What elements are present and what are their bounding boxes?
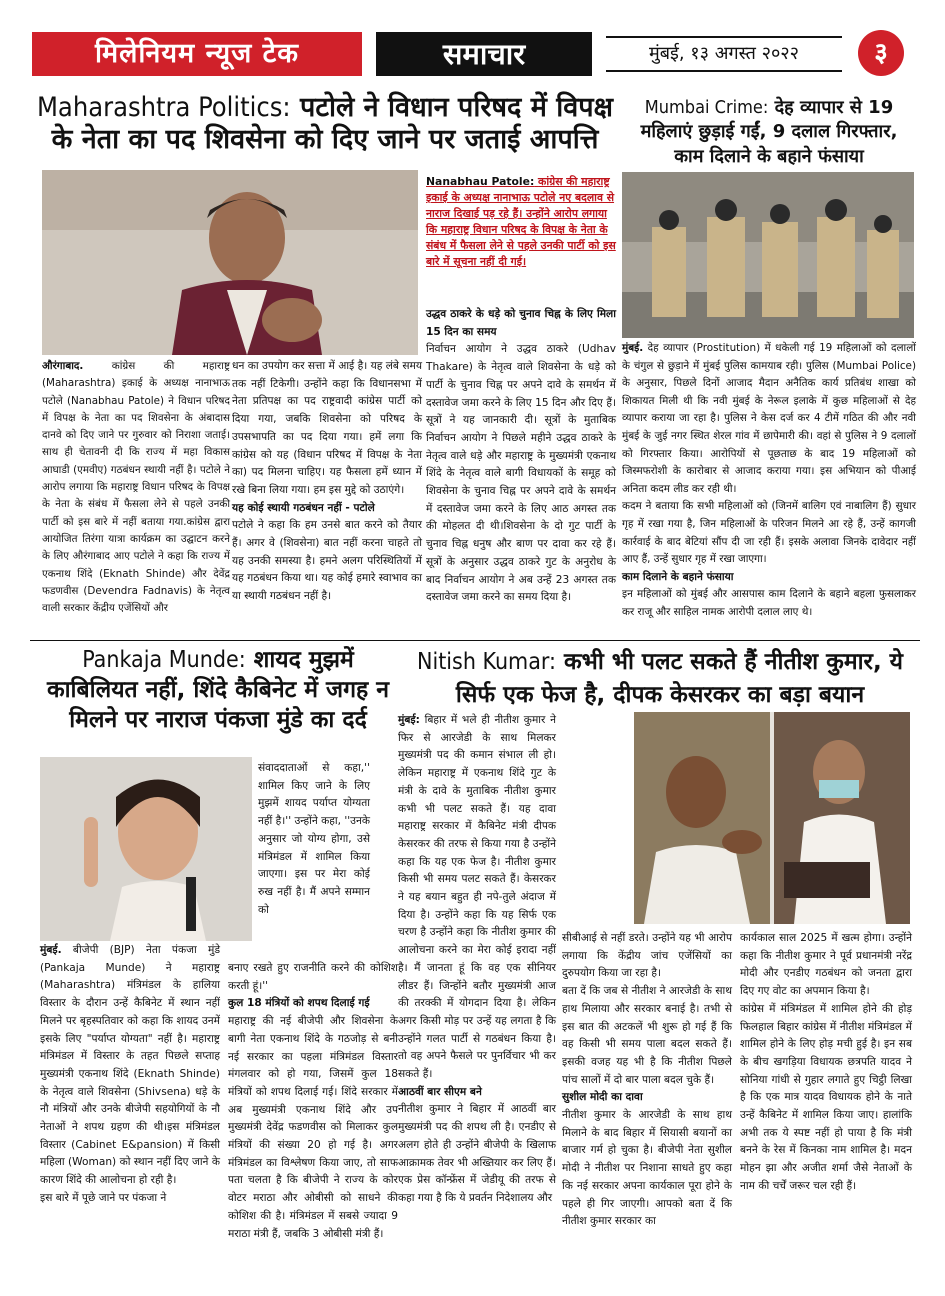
story3-place: मुंबई. — [40, 944, 62, 956]
story1-headline-hi: पटोले ने विधान परिषद में विपक्ष के नेता का पद शिवसेना को दिए जाने पर जताई आपत्ति — [51, 92, 614, 155]
story4-col2a: सीबीआई से नहीं डरते। उन्होंने यह भी आरोप लगाया कि केंद्रीय जांच एजेंसियों का दुरुपयोग किया जा रहा है। — [562, 932, 732, 980]
story4-col1b: नीतीश कुमार ने बिहार में आठवीं बार मुख्यमंत्री पद की शपथ ली है। एनडीए से अलग होते ही उन्होंने बीजेपी के खिलाफ आक्रामक तेवर भी अख्तियार कर लिए हैं। एक प्रेस कॉन्फ्रेंस में जेडीयू की तरफ से कहा गया है कि ये प्रवर्तन निदेशालय और — [398, 1103, 556, 1204]
story4-col1-text: बिहार में भले ही नीतीश कुमार ने फिर से आरजेडी के साथ मिलकर मुख्यमंत्री पद की कमान संभाल ली हो। लेकिन महाराष्ट्र में एकनाथ शिंदे गुट के मंत्री के दावे के मुताबिक नीतीश कुमार कभी भी पलट सकते हैं। यह दावा महाराष्ट्र सरकार में कैबिनेट मंत्री दीपक केसरकर की तरफ से किया गया है उन्होंने कहा कि यह एक फेज है। नीतीश कुमार किसी भी समय पलट सकते हैं। केसरकर ने यह बयान बहुत ही नपे-तुले अंदाज में दिया है। उन्होंने कहा कि यह सिर्फ एक चरण है उन्होंने कहा कि नीतीश कुमार की आलोचना करने का मेरा कोई इरादा नहीं है। मैं जानता हूं कि वह एक सीनियर लीडर हैं। जिन्होंने बतौर मुख्यमंत्री आज की तरक्की में योगदान दिया है। लेकिन अगर किसी मोड़ पर उन्हें यह लगता है कि उन्होंने गलत पार्टी से गठबंधन किया है। तो वह अपने फैसले पर पुनर्विचार भी कर सकते हैं। — [398, 714, 556, 1081]
story3-side: संवाददाताओं से कहा,'' शामिल किए जाने के लिए मुझमें शायद पर्याप्त योग्यता नहीं है।'' उन्होंने कहा, ''उनके अनुसार जो योग्य होगा, उसे मंत्रिमंडल में शामिल किया जाएगा। इस पर मेरा कोई रुख नहीं है। मैं अपने सम्मान को — [258, 762, 370, 916]
section-title: समाचार — [376, 32, 592, 76]
story4-col1 — [398, 712, 556, 1208]
patole-photo — [42, 170, 418, 355]
story3-headline-hi: शायद मुझमें काबिलियत नहीं, शिंदे कैबिनेट में जगह न मिलने पर नाराज पंकजा मुंडे का दर्द — [46, 647, 390, 733]
story3-col2-subhead: कुल 18 मंत्रियों को शपथ दिलाई गई — [228, 997, 370, 1010]
story2-headline-hi: देह व्यापार से 19 महिलाएं छुड़ाई गईं, 9 दलाल गिरफ्तार, काम दिलाने के बहाने फंसाया — [640, 97, 898, 167]
story1-place: औरंगाबाद. — [42, 360, 84, 372]
police-photo — [622, 172, 914, 338]
story1-col2 — [232, 358, 422, 606]
story1-headline — [30, 92, 620, 156]
story2-para2: कदम ने बताया कि सभी महिलाओं को (जिनमें बालिग एवं नाबालिग हैं) सुधार गृह में रखा गया है, जिन महिलाओं के परिजन मिलने आ रहे हैं, उन्हें कागजी कार्रवाई के बाद बेटियां सौंप दी जा रही हैं। इसके अलावा जिनके दावेदार नहीं आए हैं, उन्हें सुधार गृह में रखा जाएगा। — [622, 500, 916, 566]
story3-col1 — [40, 942, 220, 1208]
story1-col2b: पटोले ने कहा कि हम उनसे बात करने को तैयार हैं। अगर वे (शिवसेना) बात नहीं करना चाहते तो यह उनकी समस्या है। हमने अलग परिस्थितियों में यह गठबंधन किया था। यह कोई हमारे स्वाभाव का या स्थायी गठबंधन नहीं है। — [232, 519, 422, 603]
story4-col2-subhead: सुशील मोदी का दावा — [562, 1091, 643, 1104]
story3-headline — [36, 646, 400, 736]
story4-col3a: कार्यकाल साल 2025 में खत्म होगा। उन्होंने कहा कि नीतीश कुमार ने पूर्व प्रधानमंत्री नरेंद्र मोदी और एनडीए गठबंधन को जनता द्वारा दिए गए वोट का अपमान किया है। — [740, 932, 912, 998]
story1-col3-text: निर्वाचन आयोग ने उद्धव ठाकरे (Udhav Thakare) के नेतृत्व वाले शिवसेना के धड़े को पार्टी के चुनाव चिह्न पर अपने दावे के समर्थन में दस्तावेज जमा करने के लिए 15 दिन और दिए हैं। सूत्रों ने यह जानकारी दी। सूत्रों के मुताबिक निर्वाचन आयोग ने पिछले महीने उद्धव ठाकरे के नेतृत्व वाले धड़े और महाराष्ट्र के मुख्यमंत्री एकनाथ शिंदे के नेतृत्व वाले बागी विधायकों के समूह को शिवसेना के चुनाव चिह्न पर अपने दावे के समर्थन में दस्तावेज जमा करने के लिए आठ अगस्त तक की मोहलत दी थी।शिवसेना के दो गुट पार्टी के चुनाव चिह्न धनुष और बाण पर दावा कर रहे हैं। सूत्रों के अनुसार उद्धव ठाकरे गुट के अनुरोध के बाद निर्वाचन आयोग ने अब उन्हें 23 अगस्त तक दस्तावेज जमा करने का समय दिया है। — [426, 343, 616, 604]
story1-col3 — [426, 306, 616, 607]
section-divider — [30, 640, 920, 641]
story3-col2a: बनाए रखते हुए राजनीति करने की कोशिश करती हूं।'' — [228, 962, 398, 992]
story2-headline-en: Mumbai Crime: — [644, 97, 769, 118]
nitish-photos — [634, 712, 910, 924]
story4-place: मुंबई: — [398, 714, 420, 726]
pankaja-photo — [40, 757, 252, 941]
story2-para1-text: देह व्यापार (Prostitution) में धकेली गई 19 महिलाओं को दलालों के चंगुल से छुड़ाने में मुंबई पुलिस कामयाब रही। पुलिस (Mumbai Police) के अनुसार, पिछले दिनों आजाद मैदान अनैतिक कार्य प्रतिबंध शाखा को शिकायत मिली थी कि नवी मुंबई के नेरूल इलाके में कुछ महिलाओं से देह व्यापार कराया जा रहा है। पुलिस ने केस दर्ज कर 4 टीमें गठित की और नवी मुंबई के जुई नगर स्थित शेरल गांव में छापेमारी की। वहां से पुलिस ने 9 दलालों को गिरफ्तार किया। आरोपियों से पूछताछ के बाद 19 महिलाओं को जिस्मफरोशी के कारोबार से आजाद कराया गया। इस अभियान को पीआई अनिता कदम लीड कर रही थी। — [622, 342, 916, 495]
story3-headline-en: Pankaja Munde: — [82, 647, 246, 673]
story4-col1-subhead: आठवीं बार सीएम बने — [398, 1085, 482, 1098]
story3-col1b: इस बारे में पूछे जाने पर पंकजा ने — [40, 1191, 167, 1204]
patole-quote-label: Nanabhau Patole: — [426, 175, 535, 188]
masthead-brand: मिलेनियम न्यूज टेक — [32, 32, 362, 76]
story1-col1 — [42, 358, 230, 617]
story3-col2b: महाराष्ट्र की नई बीजेपी और शिवसेना के बागी नेता एकनाथ शिंदे के गठजोड़ से बनी नई सरकार का पहला मंत्रिमंडल विस्तार मंगलवार को हो गया, जिसमें कुल 18 मंत्रियों को शपथ दिलाई गई। शिंदे सरकार में अब मुख्यमंत्री एकनाथ शिंदे और उप मुख्यमंत्री देवेंद्र फडणवीस को मिलाकर कुल मंत्रियों की संख्या 20 हो गई है। अगर मंत्रिमंडल का विश्लेषण किया जाए, तो साफ पता चलता है कि बीजेपी ने राज्य के कोर वोटर मराठा और ओबीसी को साधने की कोशिश की है। मंत्रिमंडल में सबसे ज्यादा 9 मराठा मंत्री हैं, जबकि 3 ओबीसी मंत्री हैं। — [228, 1015, 398, 1240]
story4-col2 — [562, 930, 732, 1231]
story1-col3-subhead: उद्धव ठाकरे के धड़े को चुनाव चिह्न के लिए मिला 15 दिन का समय — [426, 308, 616, 338]
story2-para1 — [622, 340, 916, 498]
dateline: मुंबई, १३ अगस्त २०२२ — [606, 36, 842, 72]
story4-col1-para — [398, 712, 556, 1084]
story2-headline — [624, 96, 914, 169]
story4-col2b: बता दें कि जब से नीतीश ने आरजेडी के साथ हाथ मिलाया और सरकार बनाई है। तभी से इस बात की अटकलें भी शुरू हो गई हैं कि वह किसी भी समय पाला बदल सकते हैं। इसकी वजह यह भी है कि नीतीश पिछले पांच सालों में दो बार पाला बदल चुके हैं। — [562, 985, 732, 1086]
patole-quote-text: कांग्रेस की महाराष्ट्र इकाई के अध्यक्ष नानाभाऊ पटोले नए बदलाव से नाराज दिखाई पड़ रहे हैं। उन्होंने आरोप लगाया कि महाराष्ट्र विधान परिषद के विपक्ष के नेता के संबंध में फैसला लेने से पहले उनकी पार्टी को इस बारे में सूचना नहीं दी गई। — [426, 175, 616, 268]
patole-quote — [426, 174, 620, 270]
story3-col1-para — [40, 942, 220, 1190]
story2-subhead: काम दिलाने के बहाने फंसाया — [622, 570, 734, 583]
story2-place: मुंबई. — [622, 342, 644, 354]
story4-col2c: नीतीश कुमार के आरजेडी के साथ हाथ मिलाने के बाद बिहार में सियासी बयानों का बाजार गर्म हो चुका है। बीजेपी नेता सुशील मोदी ने नीतीश पर निशाना साधते हुए कहा कि नई सरकार अपना कार्यकाल पूरा होने के पहले ही गिर जाएगी। आपको बता दें कि नीतीश कुमार सरकार का — [562, 1109, 732, 1228]
story4-col3b: कांग्रेस में मंत्रिमंडल में शामिल होने की होड़ फिलहाल बिहार कांग्रेस में नीतीश मंत्रिमंडल में शामिल होने के लिए होड़ मची हुई है। इन सब के बीच खगड़िया विधायक छत्रपति यादव ने सोनिया गांधी से गुहार लगाते हुए चिट्ठी लिखा है कि एक मात्र यादव विधायक होने के नाते उन्हें कैबिनेट में शामिल किया जाए। हालांकि अभी तक ये स्पष्ट नहीं हो पाया है कि मंत्री बनने के रेस में किनका नाम शामिल है। मदन मोहन झा और अजीत शर्मा जैसे नेताओं के नाम की चर्चें जरूर चल रही हैं। — [740, 1002, 912, 1192]
story1-col2-subhead: यह कोई स्थायी गठबंधन नहीं - पटोले — [232, 501, 375, 514]
story4-headline-en: Nitish Kumar: — [416, 649, 556, 675]
page-number: ३ — [858, 30, 904, 76]
story2-para3: इन महिलाओं को मुंबई और आसपास काम दिलाने के बहाने बहला फुसलाकर कर राजू और साहिल नामक आरोपी दलाल लाए थे। — [622, 588, 916, 618]
story4-headline-hi: कभी भी पलट सकते हैं नीतीश कुमार, ये सिर्फ एक फेज है, दीपक केसरकर का बड़ा बयान — [455, 649, 904, 709]
story3-col2 — [228, 960, 398, 1243]
story2-body — [622, 340, 916, 622]
story3-col1-text: बीजेपी (BJP) नेता पंकजा मुंडे (Pankaja Munde) ने महाराष्ट्र (Maharashtra) मंत्रिमंडल के हालिया विस्तार के दौरान उन्हें कैबिनेट में स्थान नहीं मिलने पर बृहस्पतिवार को कहा कि शायद उनमें इसके लिए "पर्याप्त योग्यता" नहीं है। महाराष्ट्र मंत्रिमंडल में विस्तार के तहत पिछले सप्ताह मुख्यमंत्री एकनाथ शिंदे (Eknath Shinde) के नेतृत्व वाले शिवसेना (Shivsena) धड़े के नौ मंत्रियों और उनके बीजेपी सहयोगियों के नौ नेताओं ने शपथ ग्रहण की थी।इस मंत्रिमंडल विस्तार (Cabinet E&pansion) में किसी महिला (Woman) को स्थान नहीं दिए जाने के कारण शिंदे की आलोचना हो रही है। — [40, 944, 220, 1187]
story1-col1-text: कांग्रेस की महाराष्ट्र (Maharashtra) इकाई के अध्यक्ष नानाभाऊ पटोले (Nanabhau Patole) ने विधान परिषद में विपक्ष के नेता का पद शिवसेना के अंबादास दानवे को दिए जाने पर गुरुवार को निराशा जताई। साथ ही चेतावनी दी कि राज्य में महा विकास आघाडी (एमवीए) गठबंधन स्थायी नहीं है। पटोले ने आरोप लगाया कि महाराष्ट्र विधान परिषद के विपक्ष के नेता के संबंध में फैसला लेने से पहले उनकी पार्टी को इस बारे में नहीं बताया गया.कांग्रेस द्वारा आयोजित तिरंगा यात्रा कार्यक्रम का उद्घाटन करने के लिए औरंगाबाद आए पटोले ने कहा कि राज्य में एकनाथ शिंदे (Eknath Shinde) और देवेंद्र फडणवीस (Devendra Fadnavis) के नेतृत्व वाली सरकार केंद्रीय एजेंसियों और — [42, 360, 230, 615]
story4-headline — [400, 646, 920, 713]
story1-headline-en: Maharashtra Politics: — [36, 92, 291, 123]
story1-col2a: धन का उपयोग कर सत्ता में आई है। यह लंबे समय तक नहीं टिकेगी। उन्होंने कहा कि विधानसभा में नेता प्रतिपक्ष का पद राष्ट्रवादी कांग्रेस पार्टी को दिया गया, जबकि शिवसेना को परिषद के उपसभापति का पद दिया गया। हमें लगा कि कांग्रेस को यह (विधान परिषद में विपक्ष के नेता का) पद मिलना चाहिए। यह फैसला हमें ध्यान में रखे बिना लिया गया। हम इस मुद्दे को उठाएंगे। — [232, 360, 422, 496]
story4-col3 — [740, 930, 912, 1196]
